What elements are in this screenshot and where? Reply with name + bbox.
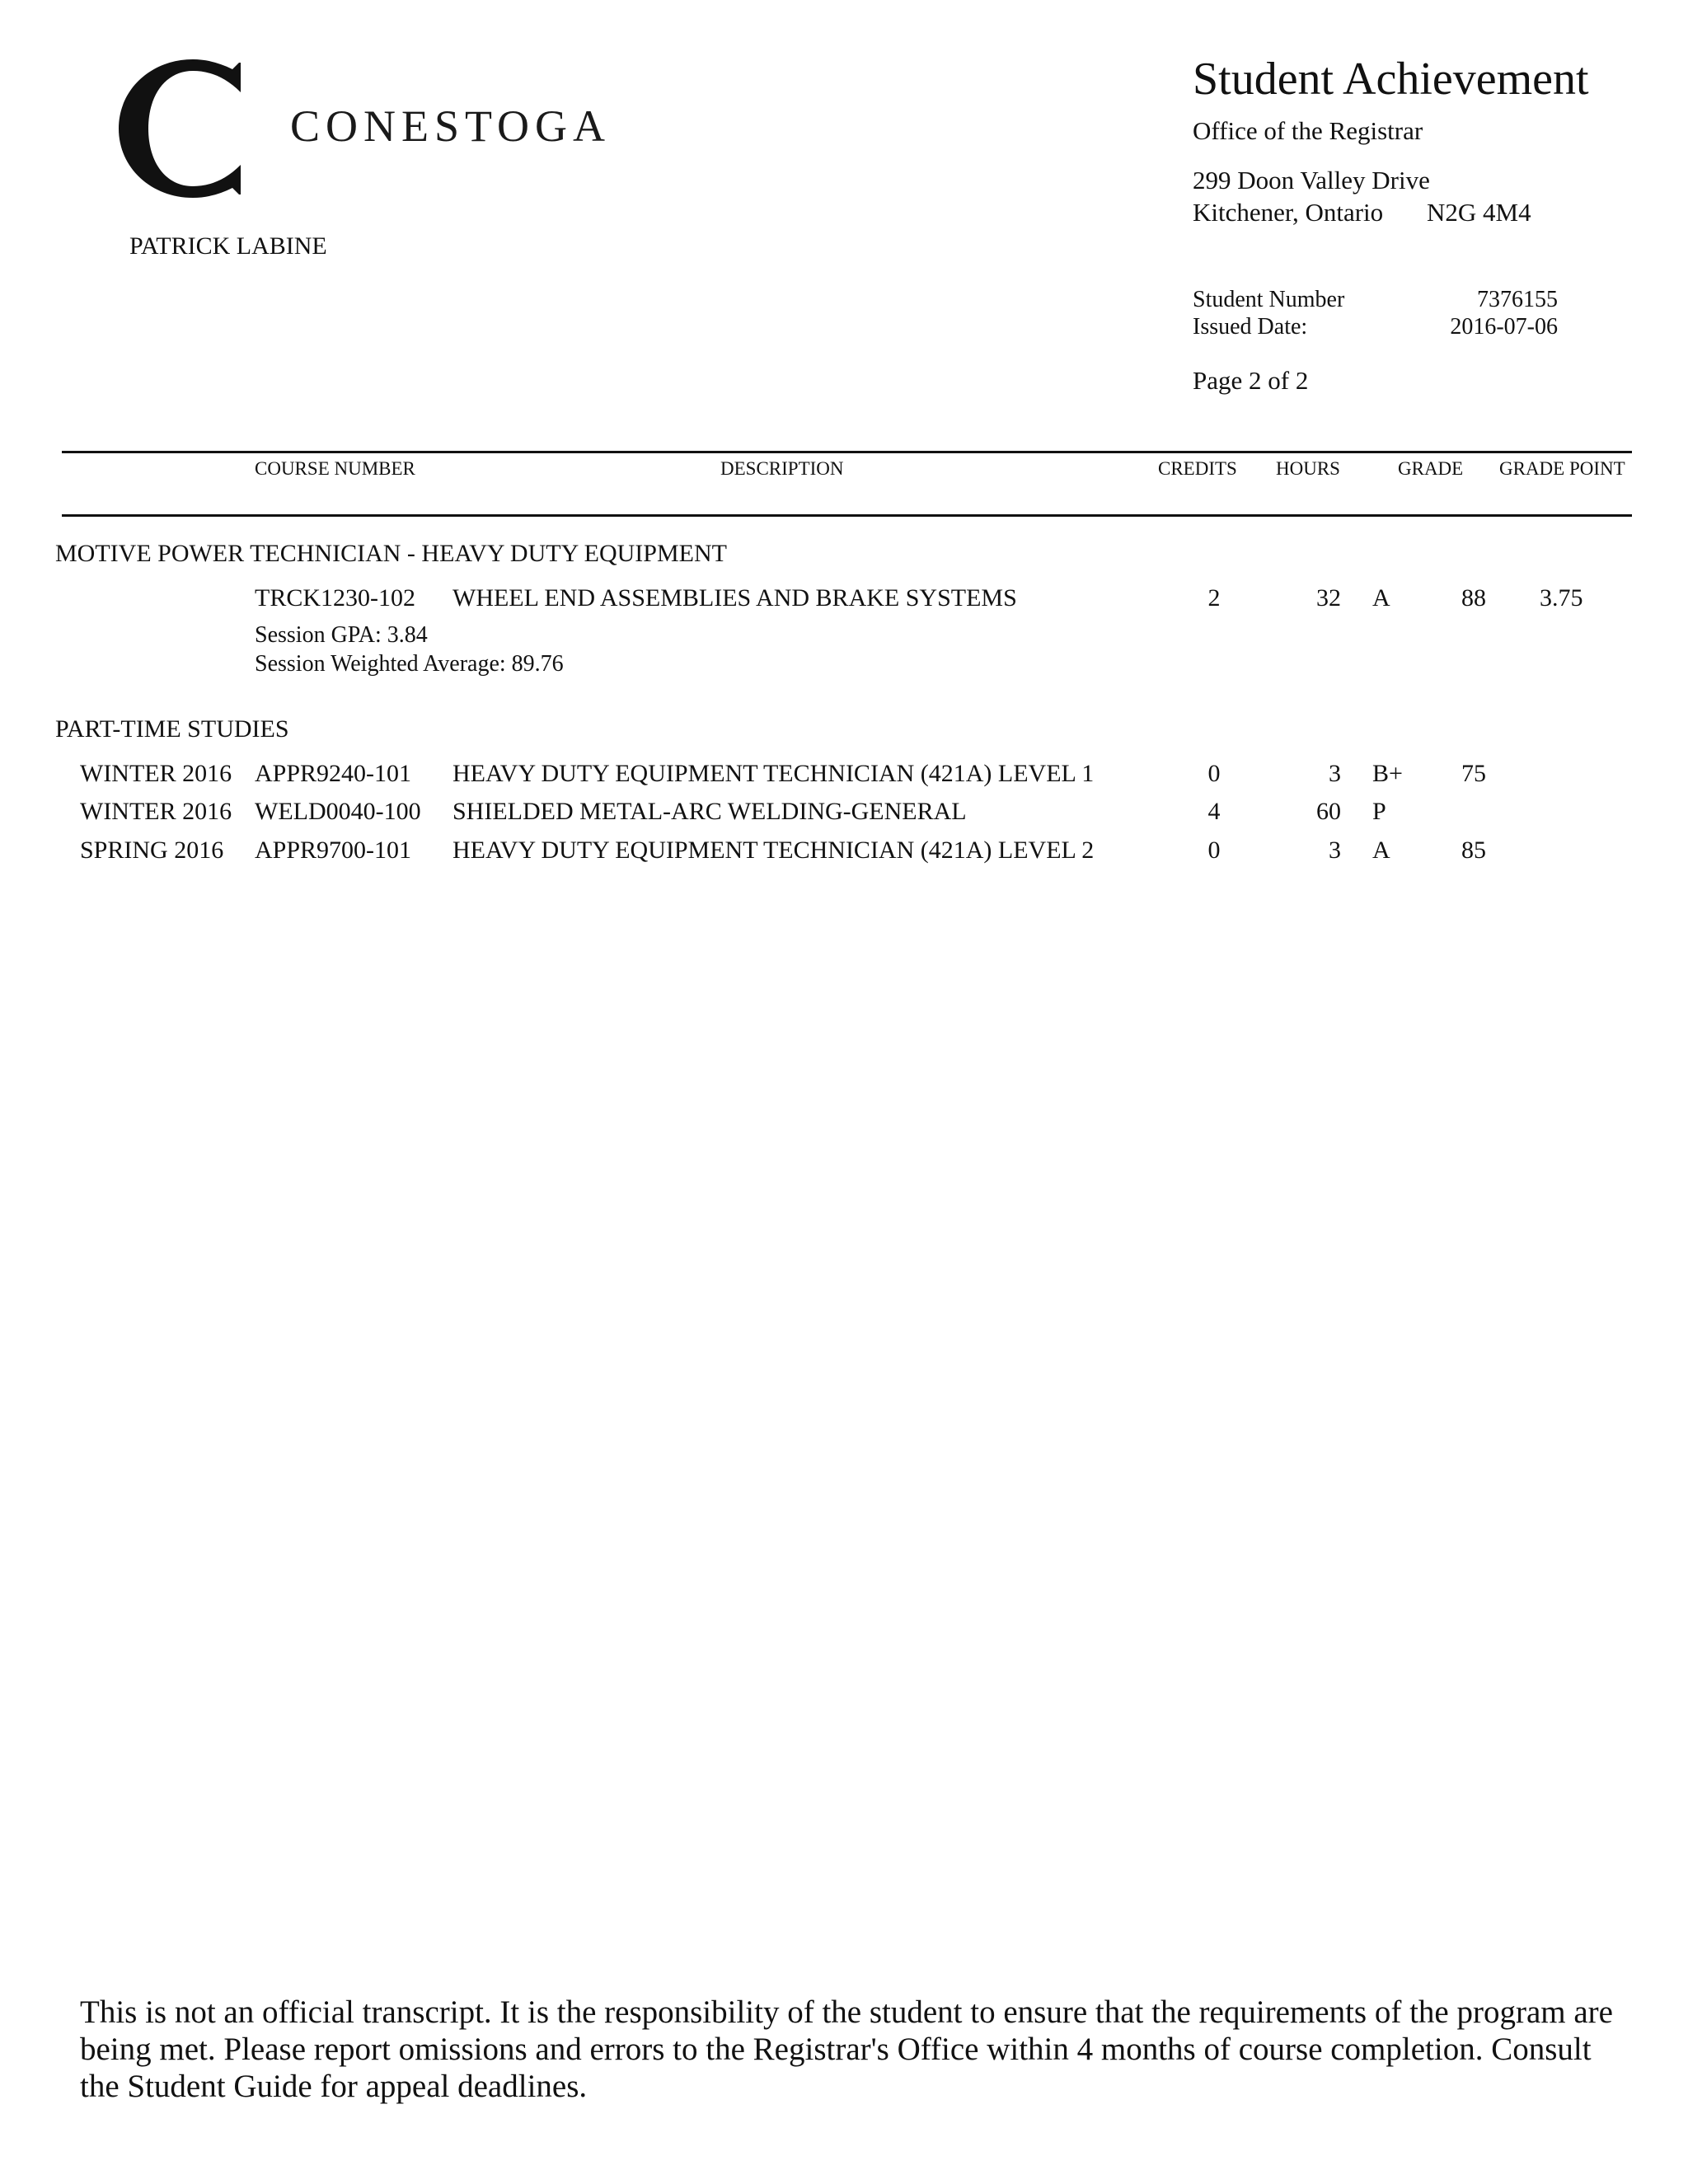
credits-cell: 0 xyxy=(1207,837,1221,864)
column-header-grade: GRADE xyxy=(1398,458,1464,479)
conestoga-logo-icon xyxy=(115,58,256,198)
grade-cell: A xyxy=(1372,837,1390,864)
hours-cell: 3 xyxy=(1329,837,1341,864)
mark-cell: 88 xyxy=(1461,584,1486,612)
term-cell: WINTER 2016 xyxy=(80,760,232,787)
course-number-cell: APPR9240-101 xyxy=(255,760,412,787)
mark-cell: 75 xyxy=(1461,760,1486,787)
table-row xyxy=(0,586,1688,614)
course-number-cell: APPR9700-101 xyxy=(255,837,412,864)
column-header-course-number: COURSE NUMBER xyxy=(255,458,415,479)
disclaimer-text: This is not an official transcript. It is the responsibility of the student to ensure that the requirements of the program are being met. Please report omissions and errors to the Registrar's Office within 4 months of course completion. Consult the Student Guide for appeal deadlines. xyxy=(80,1994,1613,2104)
header-rule-bottom xyxy=(62,514,1632,517)
address-street: 299 Doon Valley Drive xyxy=(1193,166,1430,194)
column-header-grade-point: GRADE POINT xyxy=(1499,458,1625,479)
column-header-credits: CREDITS xyxy=(1158,458,1237,479)
student-number-label: Student Number xyxy=(1193,287,1345,312)
address-postal-code: N2G 4M4 xyxy=(1427,198,1531,227)
logo-wordmark: CONESTOGA xyxy=(290,101,612,151)
description-cell: HEAVY DUTY EQUIPMENT TECHNICIAN (421A) LEVEL 1 xyxy=(452,760,1095,787)
term-cell: SPRING 2016 xyxy=(80,837,224,864)
description-cell: WHEEL END ASSEMBLIES AND BRAKE SYSTEMS xyxy=(452,584,1017,612)
table-row xyxy=(0,838,1688,866)
issued-date-value: 2016-07-06 xyxy=(1450,314,1558,340)
grade-cell: A xyxy=(1372,584,1390,612)
mark-cell: 85 xyxy=(1461,837,1486,864)
grade-point-cell: 3.75 xyxy=(1540,584,1583,612)
hours-cell: 3 xyxy=(1329,760,1341,787)
issued-date-label: Issued Date: xyxy=(1193,314,1308,340)
student-number-value: 7376155 xyxy=(1477,287,1558,312)
page-number: Page 2 of 2 xyxy=(1193,366,1309,395)
grade-cell: P xyxy=(1372,798,1386,825)
grade-cell: B+ xyxy=(1372,760,1403,787)
section-title-program: MOTIVE POWER TECHNICIAN - HEAVY DUTY EQUIPMENT xyxy=(55,540,727,567)
credits-cell: 2 xyxy=(1207,584,1221,612)
course-number-cell: WELD0040-100 xyxy=(255,798,421,825)
column-header-hours: HOURS xyxy=(1276,458,1340,479)
column-header-description: DESCRIPTION xyxy=(720,458,844,479)
table-row xyxy=(0,762,1688,790)
session-gpa: Session GPA: 3.84 xyxy=(255,622,428,648)
table-row xyxy=(0,799,1688,827)
student-name: PATRICK LABINE xyxy=(129,232,327,260)
section-title-part-time: PART-TIME STUDIES xyxy=(55,715,289,743)
page-title: Student Achievement xyxy=(1193,54,1589,105)
credits-cell: 0 xyxy=(1207,760,1221,787)
office-name: Office of the Registrar xyxy=(1193,116,1423,145)
session-weighted-average: Session Weighted Average: 89.76 xyxy=(255,651,564,677)
credits-cell: 4 xyxy=(1207,798,1221,825)
course-number-cell: TRCK1230-102 xyxy=(255,584,415,612)
hours-cell: 32 xyxy=(1316,584,1341,612)
address-city: Kitchener, Ontario xyxy=(1193,198,1384,227)
term-cell: WINTER 2016 xyxy=(80,798,232,825)
description-cell: SHIELDED METAL-ARC WELDING-GENERAL xyxy=(452,798,967,825)
header-rule-top xyxy=(62,451,1632,453)
description-cell: HEAVY DUTY EQUIPMENT TECHNICIAN (421A) LEVEL 2 xyxy=(452,837,1095,864)
hours-cell: 60 xyxy=(1316,798,1341,825)
